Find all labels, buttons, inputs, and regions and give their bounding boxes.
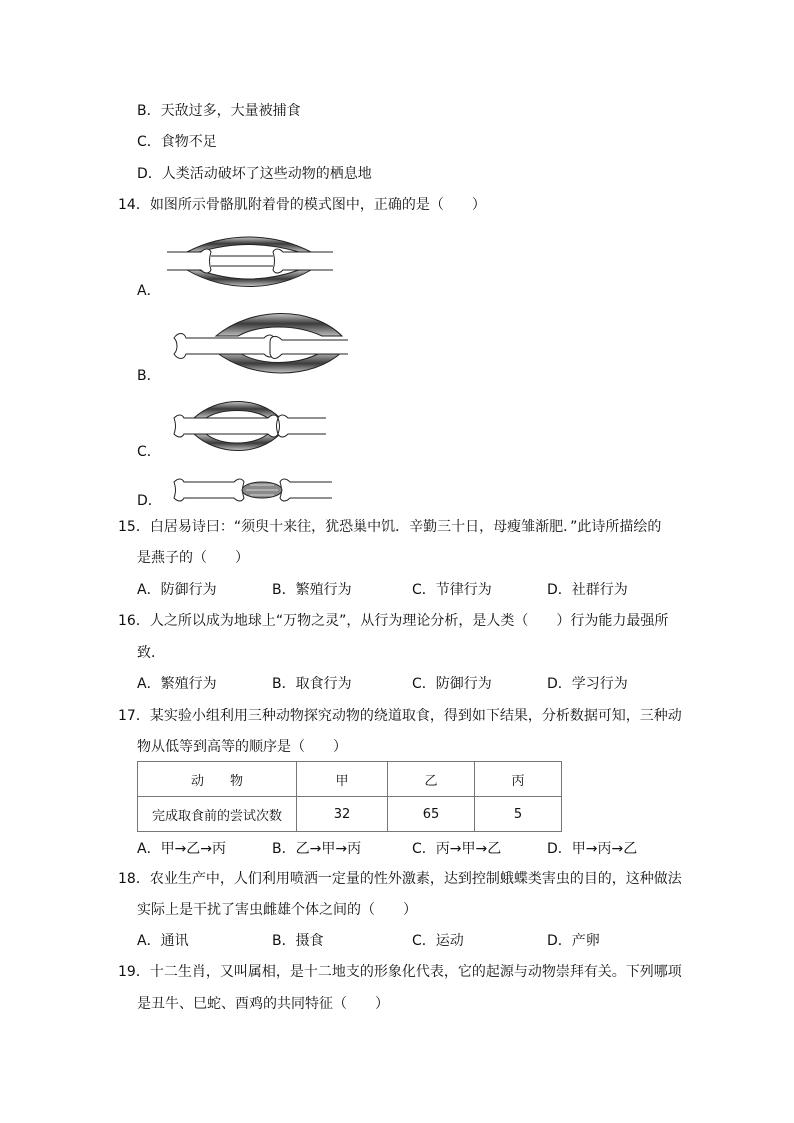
q15-option-c: C．节律行为 (412, 582, 492, 598)
q14-figure-b (172, 310, 350, 376)
q15-stem-line2: 是燕子的（ ） (137, 550, 249, 566)
q17-option-a: A．甲→乙→丙 (137, 841, 227, 857)
q15-stem-line1: 15．白居易诗曰：“须臾十来往，犹恐巢中饥．辛勤三十日，母瘦雏渐肥．”此诗所描绘的 (118, 519, 662, 535)
table-header-cell: 甲 (297, 762, 388, 797)
q16-option-d: D．学习行为 (547, 676, 628, 692)
q17-data-table (137, 761, 562, 832)
q14-label-c: C． (137, 444, 161, 460)
q17-option-c: C．丙→甲→乙 (412, 841, 502, 857)
q18-stem-line2: 实际上是干扰了害虫雌雄个体之间的（ ） (137, 902, 417, 918)
q15-option-b: B．繁殖行为 (272, 582, 352, 598)
q14-figure-a (165, 226, 335, 298)
q16-option-c: C．防御行为 (412, 676, 492, 692)
table-header-cell: 动 物 (138, 762, 297, 797)
table-header-cell: 乙 (388, 762, 475, 797)
q17-option-d: D．甲→丙→乙 (547, 841, 638, 857)
q16-stem-line2: 致． (137, 645, 165, 661)
q13-option-b: B．天敌过多，大量被捕食 (137, 103, 301, 119)
table-row (138, 797, 562, 832)
q18-option-c: C．运动 (412, 933, 464, 949)
table-cell: 32 (297, 797, 388, 832)
q18-option-b: B．摄食 (272, 933, 324, 949)
q14-label-d: D． (137, 493, 162, 509)
q14-figure-d (172, 474, 334, 506)
q18-option-a: A．通讯 (137, 933, 189, 949)
q16-stem-line1: 16．人之所以成为地球上“万物之灵”，从行为理论分析，是人类（ ）行为能力最强所 (118, 613, 669, 629)
table-cell: 65 (388, 797, 475, 832)
q14-label-b: B． (137, 368, 161, 384)
q15-option-a: A．防御行为 (137, 582, 217, 598)
q14-figure-c (172, 400, 328, 454)
q17-stem-line2: 物从低等到高等的顺序是（ ） (137, 739, 347, 755)
q16-option-b: B．取食行为 (272, 676, 352, 692)
q16-option-a: A．繁殖行为 (137, 676, 217, 692)
q15-option-d: D．社群行为 (547, 582, 628, 598)
q19-stem-line2: 是丑牛、巳蛇、酉鸡的共同特征（ ） (137, 996, 389, 1012)
q14-label-a: A． (137, 283, 161, 299)
q18-option-d: D．产卵 (547, 933, 600, 949)
q17-option-b: B．乙→甲→丙 (272, 841, 362, 857)
table-header-row (138, 762, 562, 797)
q13-option-c: C．食物不足 (137, 134, 217, 150)
q17-stem-line1: 17．某实验小组利用三种动物探究动物的绕道取食，得到如下结果，分析数据可知，三种动 (118, 708, 682, 724)
q19-stem-line1: 19．十二生肖，又叫属相，是十二地支的形象化代表，它的起源与动物崇拜有关。下列哪项 (118, 964, 682, 980)
q14-stem: 14．如图所示骨骼肌附着骨的模式图中，正确的是（ ） (118, 197, 486, 213)
table-cell: 5 (475, 797, 562, 832)
table-cell: 完成取食前的尝试次数 (138, 797, 297, 832)
q13-option-d: D．人类活动破坏了这些动物的栖息地 (137, 166, 372, 182)
table-header-cell: 丙 (475, 762, 562, 797)
q18-stem-line1: 18．农业生产中，人们利用喷洒一定量的性外激素，达到控制蛾蝶类害虫的目的，这种做法 (118, 871, 682, 887)
